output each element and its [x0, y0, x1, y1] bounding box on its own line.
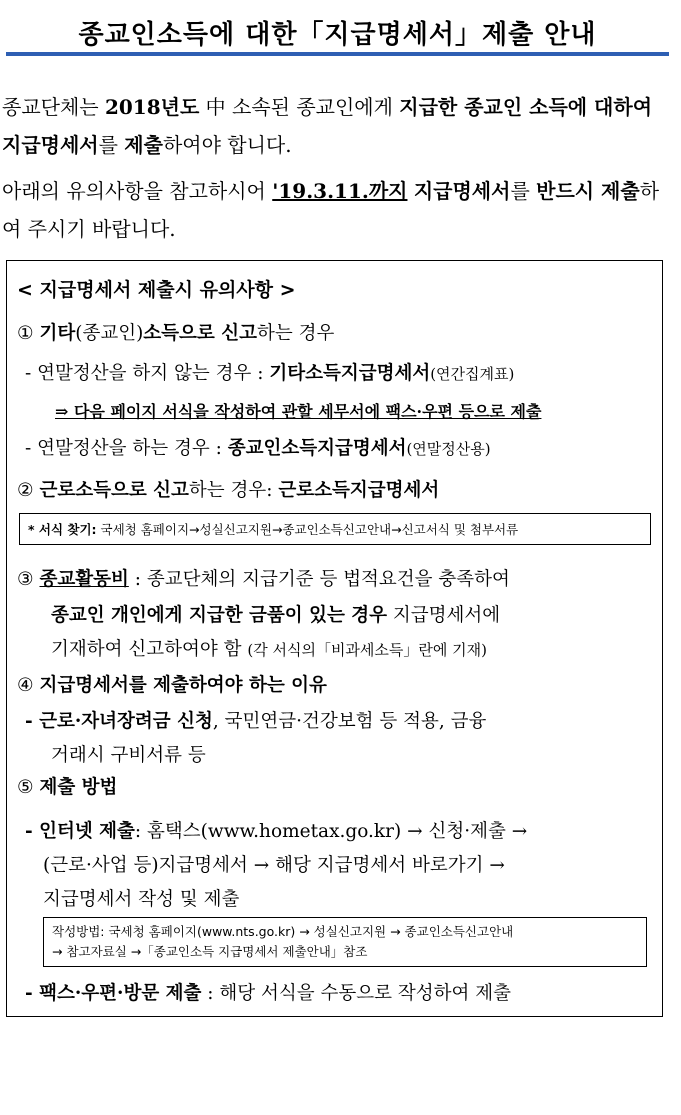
section-text: : 종교단체의 지급기준 등 법적요건을 충족하여 [128, 569, 510, 590]
section-4-line-2 [51, 741, 206, 767]
section-4-title [17, 671, 327, 697]
section-emphasis: 근로소득으로 신고 [39, 480, 189, 501]
line-text: , 국민연금·건강보험 등 적용, 금융 [212, 711, 487, 732]
intro-emphasis: 지급명세서 [413, 179, 511, 203]
arrow-instruction: ⇒ 다음 페이지 서식을 작성하여 관할 세무서에 팩스·우편 등으로 제출 [55, 402, 542, 421]
section-text: 기재하여 신고하여야 함 [51, 639, 248, 660]
title-bar [6, 4, 669, 56]
intro-text: 하여 주시기 바랍니다. [2, 179, 660, 241]
line-paren: (연말정산용) [406, 440, 491, 458]
section-5-line-2 [43, 851, 505, 877]
note-line-2: → 참고자료실 →「종교인소득 지급명세서 제출안내」참조 [52, 944, 368, 959]
line-emphasis: - 근로·자녀장려금 신청 [25, 711, 213, 732]
intro-emphasis: 반드시 제출 [536, 179, 640, 203]
section-1-line-2 [25, 434, 491, 460]
section-4-line-1 [25, 707, 486, 733]
line-paren: (연간집계표) [430, 365, 515, 383]
section-1-title [17, 319, 334, 345]
intro-paragraph-1 [2, 88, 670, 164]
notice-heading: < 지급명세서 제출시 유의사항 > [17, 279, 296, 301]
line-text: : 해당 서식을 수동으로 작성하여 제출 [201, 983, 512, 1004]
section-1-arrow-line [55, 399, 541, 422]
section-emphasis: 근로소득지급명세서 [278, 480, 440, 501]
intro-text: 中 소속된 종교인에게 [199, 95, 400, 119]
section-emphasis: 종교활동비 [39, 569, 129, 590]
section-number: ⑤ [17, 777, 34, 798]
section-number: ① [17, 323, 34, 344]
intro-emphasis: 지급한 종교인 소득에 대하여 지급명세서 [2, 95, 653, 157]
note-line-1: 작성방법: 국세청 홈페이지(www.nts.go.kr) → 성실신고지원 → 종교인소득신고안내 [52, 924, 514, 939]
line-text: - 연말정산을 하는 경우 : [25, 438, 228, 459]
section-text: 하는 경우: [188, 480, 279, 501]
section-text: (종교인) [75, 323, 144, 344]
intro-deadline: '19.3.11.까지 [272, 179, 408, 203]
section-text: 지급명세서에 [387, 605, 501, 626]
section-emphasis: 지급명세서를 제출하여야 하는 이유 [39, 675, 327, 696]
section-number: ③ [17, 569, 34, 590]
intro-text: 를 [510, 179, 537, 203]
line-text: 거래시 구비서류 등 [51, 745, 206, 766]
section-text: 하는 경우 [256, 323, 335, 344]
section-emphasis: 기타 [39, 323, 76, 344]
intro-paragraph-2 [2, 172, 670, 248]
line-emphasis: - 팩스·우편·방문 제출 [25, 983, 202, 1004]
line-text: 지급명세서 작성 및 제출 [43, 889, 240, 910]
line-text: (근로·사업 등)지급명세서 → 해당 지급명세서 바로가기 → [43, 855, 505, 876]
intro-text: 를 [98, 133, 125, 157]
line-emphasis: - 인터넷 제출 [25, 821, 135, 842]
line-emphasis: 종교인소득지급명세서 [227, 438, 407, 459]
line-text: : 홈택스(www.hometax.go.kr) → 신청·제출 → [134, 821, 528, 842]
note-text: 국세청 홈페이지→성실신고지원→종교인소득신고안내→신고서식 및 첨부서류 [96, 522, 519, 537]
line-emphasis: 기타소득지급명세서 [269, 363, 431, 384]
section-2-title [17, 476, 439, 502]
intro-year: 2018년도 [104, 95, 200, 119]
section-3-line-2 [51, 601, 500, 627]
form-find-note [19, 513, 651, 545]
section-5-line-1 [25, 817, 527, 843]
section-emphasis: 종교인 개인에게 지급한 금품이 있는 경우 [51, 605, 388, 626]
intro-text: 하여야 합니다. [162, 133, 292, 157]
section-5-line-4 [25, 979, 511, 1005]
intro-text: 종교단체는 [2, 95, 105, 119]
section-emphasis: 제출 방법 [39, 777, 118, 798]
section-3-line-1 [17, 565, 510, 591]
section-number: ④ [17, 675, 34, 696]
line-text: - 연말정산을 하지 않는 경우 : [25, 363, 270, 384]
intro-emphasis: 제출 [124, 133, 163, 157]
section-emphasis: 소득으로 신고 [143, 323, 257, 344]
note-label: * 서식 찾기: [28, 522, 97, 537]
section-1-line-1 [25, 359, 514, 385]
section-paren: (각 서식의「비과세소득」란에 기재) [247, 641, 487, 659]
section-5-title [17, 773, 117, 799]
how-to-note [43, 917, 647, 967]
intro-text: 아래의 유의사항을 참고하시어 [2, 179, 273, 203]
section-5-line-3 [43, 885, 239, 911]
section-3-line-3 [51, 635, 487, 661]
page-title: 종교인소득에 대한「지급명세서」제출 안내 [78, 20, 597, 50]
section-number: ② [17, 480, 34, 501]
notice-box [6, 260, 663, 1017]
